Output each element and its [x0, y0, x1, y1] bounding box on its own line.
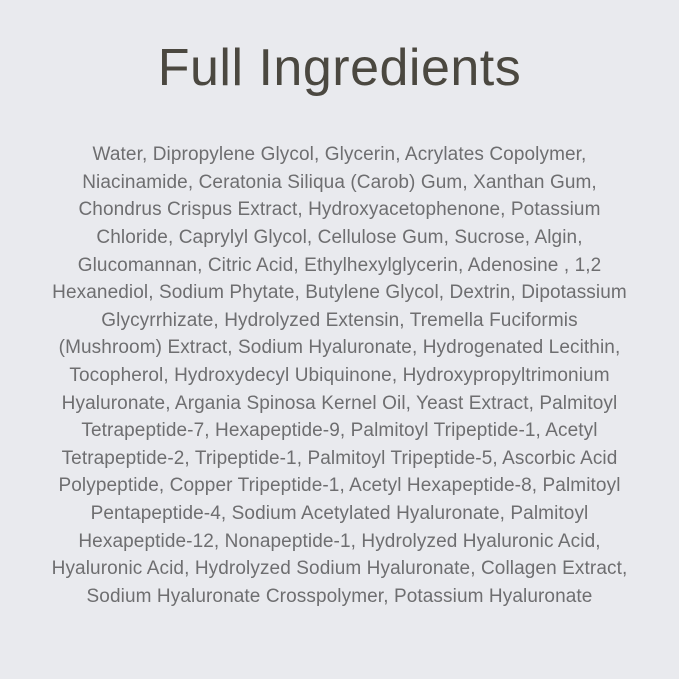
- ingredients-line: Polypeptide, Copper Tripeptide-1, Acetyl Hexapeptide-8, Palmitoyl: [58, 475, 621, 497]
- ingredients-line: Niacinamide, Ceratonia Siliqua (Carob) Gum, Xanthan Gum,: [82, 171, 597, 193]
- ingredients-line: Tetrapeptide-7, Hexapeptide-9, Palmitoyl Tripeptide-1, Acetyl: [81, 420, 598, 442]
- ingredients-line: Hexapeptide-12, Nonapeptide-1, Hydrolyzed Hyaluronic Acid,: [78, 530, 601, 552]
- ingredients-line: Chloride, Caprylyl Glycol, Cellulose Gum, Sucrose, Algin,: [96, 226, 583, 248]
- ingredients-line: Hyaluronate, Argania Spinosa Kernel Oil, Yeast Extract, Palmitoyl: [61, 392, 618, 414]
- ingredients-line: Chondrus Crispus Extract, Hydroxyacetophenone, Potassium: [78, 199, 601, 221]
- ingredients-line: Hyaluronic Acid, Hydrolyzed Sodium Hyaluronate, Collagen Extract,: [51, 558, 628, 580]
- ingredients-line: Tetrapeptide-2, Tripeptide-1, Palmitoyl Tripeptide-5, Ascorbic Acid: [61, 447, 618, 469]
- ingredients-text: [20, 141, 660, 610]
- ingredients-line: Pentapeptide-4, Sodium Acetylated Hyaluronate, Palmitoyl: [90, 502, 589, 524]
- ingredients-line: Water, Dipropylene Glycol, Glycerin, Acrylates Copolymer,: [92, 144, 587, 166]
- ingredients-line: Sodium Hyaluronate Crosspolymer, Potassium Hyaluronate: [86, 585, 593, 607]
- ingredients-line: Hexanediol, Sodium Phytate, Butylene Glycol, Dextrin, Dipotassium: [52, 282, 627, 304]
- ingredients-line: Glycyrrhizate, Hydrolyzed Extensin, Tremella Fuciformis: [101, 309, 578, 331]
- ingredients-line: (Mushroom) Extract, Sodium Hyaluronate, Hydrogenated Lecithin,: [58, 337, 621, 359]
- ingredients-line: Tocopherol, Hydroxydecyl Ubiquinone, Hydroxypropyltrimonium: [69, 364, 610, 386]
- page-title: Full Ingredients: [157, 39, 522, 97]
- ingredients-line: Glucomannan, Citric Acid, Ethylhexylglycerin, Adenosine , 1,2: [77, 254, 602, 276]
